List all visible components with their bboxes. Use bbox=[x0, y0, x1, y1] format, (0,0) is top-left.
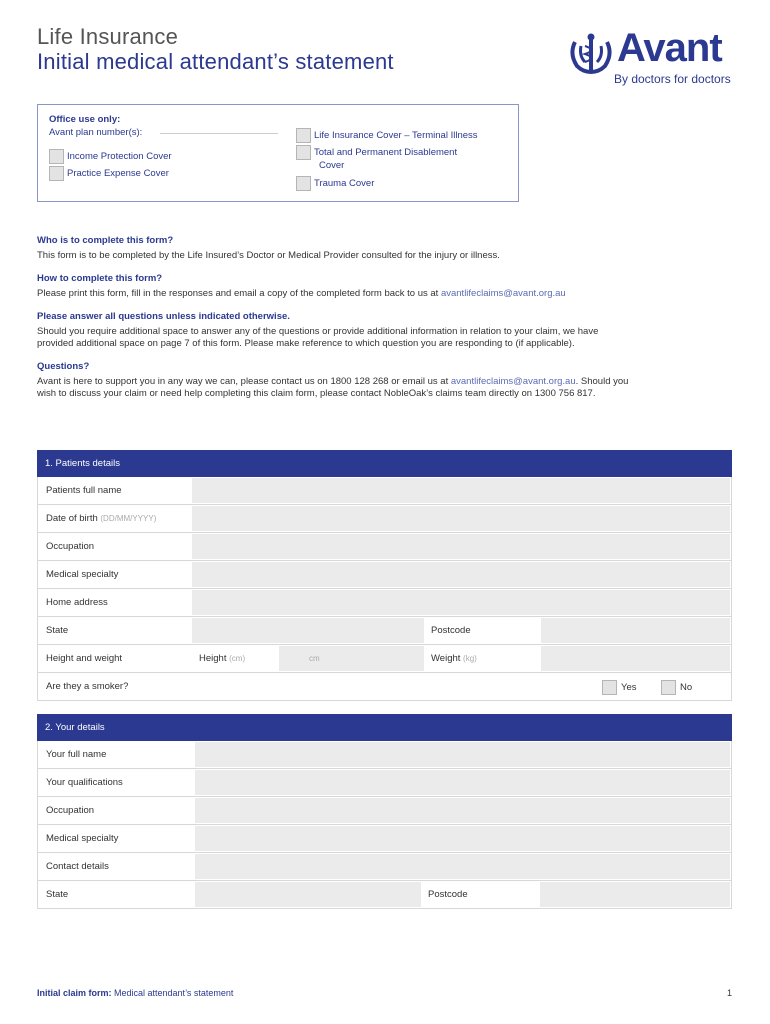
income-protection-label: Income Protection Cover bbox=[67, 151, 172, 162]
patient-full-name-field[interactable] bbox=[192, 478, 730, 503]
patient-specialty-label: Medical specialty bbox=[46, 569, 119, 580]
patients-details-section bbox=[37, 450, 732, 701]
patient-specialty-field[interactable] bbox=[192, 562, 730, 587]
your-contact-row bbox=[37, 853, 732, 881]
patient-specialty-row bbox=[37, 561, 732, 589]
weight-label bbox=[431, 645, 477, 672]
your-full-name-row bbox=[37, 741, 732, 769]
questions-heading: Questions? bbox=[37, 361, 90, 372]
height-label bbox=[199, 645, 245, 672]
questions-text-1 bbox=[37, 376, 737, 389]
smoker-yes-checkbox[interactable] bbox=[602, 680, 617, 695]
patient-full-name-row bbox=[37, 477, 732, 505]
patient-dob-row bbox=[37, 505, 732, 533]
patient-state-label: State bbox=[46, 625, 69, 636]
your-occupation-row bbox=[37, 797, 732, 825]
patient-address-row bbox=[37, 589, 732, 617]
logo-tagline: By doctors for doctors bbox=[614, 72, 731, 86]
answer-heading: Please answer all questions unless indicated otherwise. bbox=[37, 311, 290, 322]
patient-dob-field[interactable] bbox=[192, 506, 730, 531]
your-occupation-field[interactable] bbox=[195, 798, 730, 823]
questions-text-tail: . Should you bbox=[575, 376, 629, 387]
your-occupation-label: Occupation bbox=[46, 805, 95, 816]
footer-form-name bbox=[37, 988, 233, 998]
terminal-illness-checkbox[interactable] bbox=[296, 128, 311, 143]
page-number: 1 bbox=[727, 988, 733, 998]
patient-smoker-row bbox=[37, 673, 732, 701]
questions-text-body: Avant is here to support you in any way we can, please contact us on 1800 128 268 or email us at bbox=[37, 376, 449, 387]
caduceus-icon bbox=[567, 32, 615, 76]
your-details-heading: 2. Your details bbox=[37, 714, 732, 741]
height-hint: (cm) bbox=[229, 654, 246, 663]
who-text: This form is to be completed by the Life Insured’s Doctor or Medical Provider consulted for the injury or illness. bbox=[37, 250, 500, 261]
form-title-line2: Initial medical attendant’s statement bbox=[37, 49, 394, 74]
who-heading: Who is to complete this form? bbox=[37, 235, 174, 246]
patient-occupation-field[interactable] bbox=[192, 534, 730, 559]
office-use-box bbox=[37, 104, 519, 202]
your-state-field[interactable] bbox=[195, 882, 421, 907]
footer-form-name-rest: Medical attendant’s statement bbox=[111, 988, 234, 998]
income-protection-checkbox[interactable] bbox=[49, 149, 64, 164]
your-specialty-label: Medical specialty bbox=[46, 833, 119, 844]
patients-details-heading: 1. Patients details bbox=[37, 450, 732, 477]
tpd-checkbox[interactable] bbox=[296, 145, 311, 160]
your-state-row bbox=[37, 881, 732, 909]
your-contact-field[interactable] bbox=[195, 854, 730, 879]
avant-logo bbox=[567, 26, 737, 90]
your-contact-label: Contact details bbox=[46, 861, 109, 872]
form-title-line1: Life Insurance bbox=[37, 24, 178, 49]
your-specialty-field[interactable] bbox=[195, 826, 730, 851]
your-state-label: State bbox=[46, 889, 69, 900]
smoker-no-checkbox[interactable] bbox=[661, 680, 676, 695]
terminal-illness-label: Life Insurance Cover – Terminal Illness bbox=[314, 130, 478, 141]
your-full-name-field[interactable] bbox=[195, 742, 730, 767]
practice-expense-checkbox[interactable] bbox=[49, 166, 64, 181]
your-specialty-row bbox=[37, 825, 732, 853]
your-postcode-label: Postcode bbox=[428, 889, 468, 900]
height-label-text: Height bbox=[199, 653, 227, 664]
tpd-label: Total and Permanent Disablement bbox=[314, 147, 458, 158]
smoker-yes-label: Yes bbox=[621, 682, 637, 693]
patient-dob-label-text: Date of birth bbox=[46, 513, 98, 524]
office-use-heading: Office use only: bbox=[49, 114, 121, 125]
your-qualifications-field[interactable] bbox=[195, 770, 730, 795]
logo-wordmark: Avant bbox=[617, 26, 722, 70]
patient-postcode-label: Postcode bbox=[431, 625, 471, 636]
trauma-cover-label: Trauma Cover bbox=[314, 178, 375, 189]
patient-full-name-label: Patients full name bbox=[46, 485, 122, 496]
patient-dob-hint: (DD/MM/YYYY) bbox=[100, 514, 157, 523]
your-qualifications-row bbox=[37, 769, 732, 797]
height-field[interactable] bbox=[279, 646, 424, 671]
height-weight-label: Height and weight bbox=[46, 653, 123, 664]
your-details-section bbox=[37, 714, 732, 909]
plan-number-field[interactable] bbox=[160, 133, 278, 134]
tpd-label-cont: Cover bbox=[319, 160, 345, 171]
questions-text-2: wish to discuss your claim or need help completing this claim form, please contact NobleOak’s claims team directly on 1300 756 817. bbox=[37, 388, 596, 399]
how-heading: How to complete this form? bbox=[37, 273, 163, 284]
practice-expense-label: Practice Expense Cover bbox=[67, 168, 169, 179]
patient-postcode-field[interactable] bbox=[541, 618, 730, 643]
patient-occupation-row bbox=[37, 533, 732, 561]
height-unit: cm bbox=[309, 654, 320, 663]
patient-state-row bbox=[37, 617, 732, 645]
footer-form-name-bold: Initial claim form: bbox=[37, 988, 112, 998]
weight-label-text: Weight bbox=[431, 653, 461, 664]
your-full-name-label: Your full name bbox=[46, 749, 107, 760]
smoker-label: Are they a smoker? bbox=[46, 681, 129, 692]
patient-occupation-label: Occupation bbox=[46, 541, 95, 552]
patient-height-weight-row bbox=[37, 645, 732, 673]
your-qualifications-label: Your qualifications bbox=[46, 777, 123, 788]
patient-address-field[interactable] bbox=[192, 590, 730, 615]
smoker-no-label: No bbox=[680, 682, 693, 693]
how-text-body: Please print this form, fill in the responses and email a copy of the completed form back to us at bbox=[37, 288, 439, 299]
weight-hint: (kg) bbox=[463, 654, 477, 663]
weight-field[interactable] bbox=[541, 646, 730, 671]
patient-dob-label bbox=[46, 505, 156, 532]
answer-text-1: Should you require additional space to answer any of the questions or provide additional information in relation to your claim, we have bbox=[37, 326, 599, 337]
patient-state-field[interactable] bbox=[192, 618, 424, 643]
your-postcode-field[interactable] bbox=[540, 882, 730, 907]
claims-email-link[interactable]: avantlifeclaims@avant.org.au bbox=[440, 288, 566, 299]
trauma-cover-checkbox[interactable] bbox=[296, 176, 311, 191]
patient-address-label: Home address bbox=[46, 597, 108, 608]
how-text bbox=[37, 288, 737, 301]
answer-text-2: provided additional space on page 7 of this form. Please make reference to which question you are responding to (if applicable). bbox=[37, 338, 575, 349]
plan-number-label: Avant plan number(s): bbox=[49, 127, 143, 138]
questions-email-link[interactable]: avantlifeclaims@avant.org.au bbox=[450, 376, 576, 387]
